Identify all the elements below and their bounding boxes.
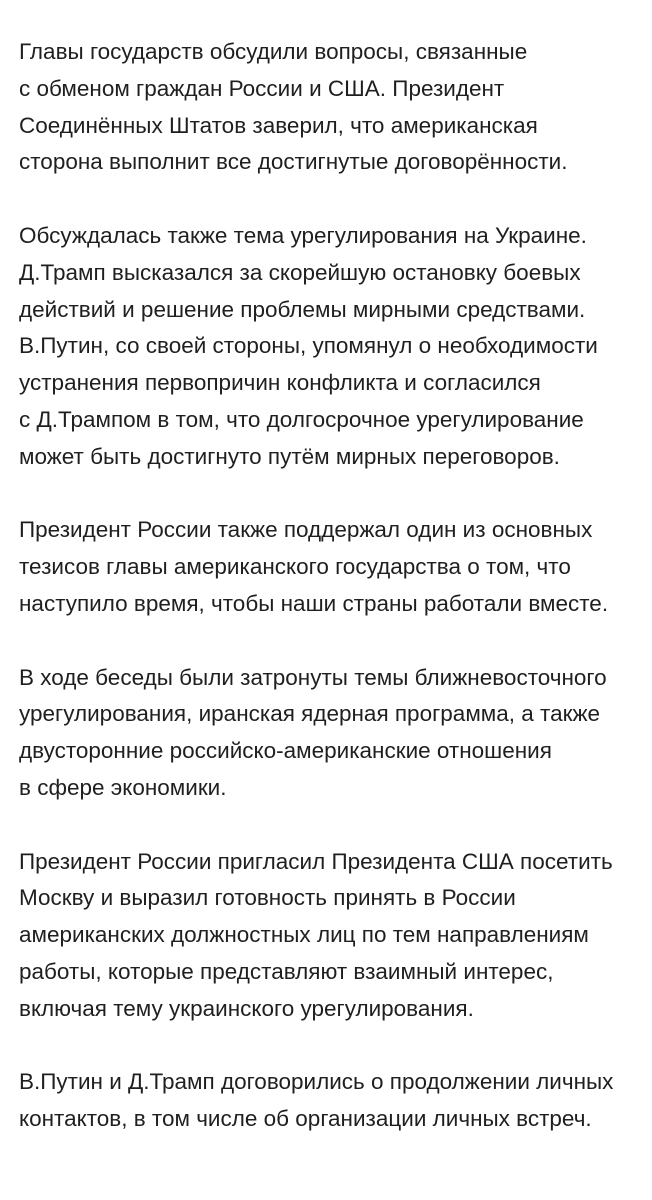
text-line: контактов, в том числе об организации личных встреч. [19, 1106, 592, 1132]
text-line: работы, которые представляют взаимный интерес, [19, 958, 554, 984]
paragraph-invitation-to-moscow [19, 844, 642, 1028]
text-line: тезисов главы американского государства о том, что [19, 554, 571, 580]
text-line: включая тему украинского урегулирования. [19, 995, 474, 1021]
text-line: Главы государств обсудили вопросы, связанные [19, 39, 528, 64]
paragraph-exchange-of-citizens [19, 34, 642, 181]
text-line: Москву и выразил готовность принять в России [19, 885, 516, 911]
text-line: Президент России также поддержал один из основных [19, 517, 593, 543]
text-line: может быть достигнуто путём мирных переговоров. [19, 443, 560, 469]
paragraph-personal-contacts [19, 1064, 642, 1138]
paragraph-ukraine-settlement [19, 218, 642, 476]
text-line: урегулирования, иранская ядерная программа, а также [19, 701, 601, 727]
text-line: с Д.Трампом в том, что долгосрочное урегулирование [19, 406, 584, 432]
text-line: сторона выполнит все достигнутые договорённости. [19, 149, 568, 175]
text-line: В.Путин, со своей стороны, упомянул о необходимости [19, 333, 598, 359]
text-line: Президент России пригласил Президента США посетить [19, 848, 613, 874]
text-line: Соединённых Штатов заверил, что американская [19, 112, 538, 138]
text-line: Д.Трамп высказался за скорейшую остановку боевых [19, 259, 581, 285]
text-line: В ходе беседы были затронуты темы ближневосточного [19, 664, 607, 690]
text-line: двусторонние российско-американские отношения [19, 738, 552, 764]
paragraph-discussed-topics [19, 660, 642, 807]
text-line: действий и решение проблемы мирными средствами. [19, 296, 586, 322]
text-line: американских должностных лиц по тем направлениям [19, 922, 589, 948]
text-line: В.Путин и Д.Трамп договорились о продолжении личных [19, 1069, 614, 1095]
paragraph-work-together [19, 512, 642, 622]
text-line: с обменом граждан России и США. Президент [19, 75, 505, 101]
text-line: устранения первопричин конфликта и согласился [19, 370, 541, 396]
text-line: наступило время, чтобы наши страны работали вместе. [19, 590, 609, 616]
text-line: Обсуждалась также тема урегулирования на Украине. [19, 222, 587, 248]
text-line: в сфере экономики. [19, 774, 227, 800]
